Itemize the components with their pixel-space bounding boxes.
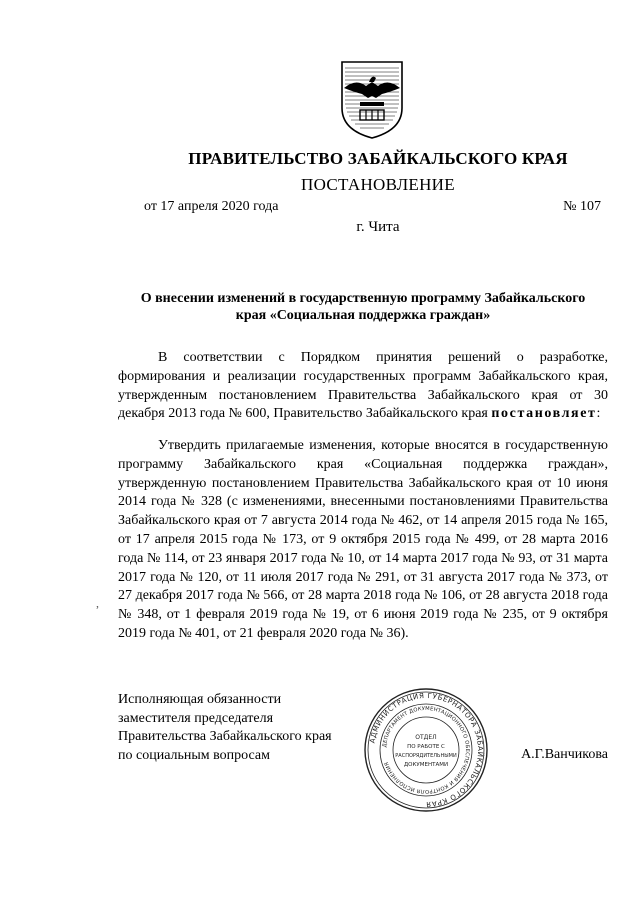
signer-name: А.Г.Ванчикова: [521, 747, 608, 762]
decree-word: постановляет: [491, 406, 597, 422]
signer-line-3: Правительства Забайкальского края: [118, 729, 332, 745]
document-type: ПОСТАНОВЛЕНИЕ: [301, 175, 455, 194]
signer-position: [118, 691, 332, 765]
preamble-paragraph: [118, 349, 608, 424]
preamble-end: :: [596, 406, 601, 422]
stamp-center-line-2: ПО РАБОТЕ С: [407, 744, 445, 750]
margin-mark: ,: [96, 596, 99, 610]
official-stamp: [362, 686, 490, 814]
document-city: г. Чита: [356, 219, 400, 235]
stamp-inner-text: ДЕПАРТАМЕНТ ДОКУМЕНТАЦИОННОГО ОБЕСПЕЧЕНИЯ И КОНТРОЛЯ ИСПОЛНЕНИЯ: [382, 705, 471, 795]
signer-line-4: по социальным вопросам: [118, 747, 270, 763]
preamble-text: В соответствии с Порядком принятия решений о разработке, формирования и реализации государственных программ Забайкальского края, утвержденным постановлением Правительства Забайкальского края от 30 декабря 2013 года № 600, Правительство Забайкальского края: [118, 350, 608, 422]
document-subject: [120, 290, 606, 324]
subject-line-2: края «Социальная поддержка граждан»: [235, 308, 491, 323]
document-number: № 107: [563, 199, 601, 214]
coat-of-arms-emblem: [336, 58, 408, 140]
decision-paragraph: Утвердить прилагаемые изменения, которые вносятся в государственную программу Забайкальского края «Социальная поддержка граждан», утвержденную постановлением Правительства Забайкальского края от 10 июня 2014 года № 328 (с изменениями, внесенными постановлениями Правительства Забайкальского края от 7 августа 2014 года № 462, от 14 апреля 2015 года № 165, от 17 апреля 2015 года № 173, от 9 октября 2015 года № 499, от 28 марта 2016 года № 114, от 23 января 2017 года № 10, от 14 марта 2017 года № 93, от 31 марта 2017 года № 120, от 11 июля 2017 года № 291, от 31 августа 2017 года № 373, от 27 декабря 2017 года № 566, от 28 марта 2018 года № 106, от 28 августа 2018 года № 348, от 1 февраля 2019 года № 19, от 6 июня 2019 года № 235, от 9 октября 2019 года № 401, от 21 февраля 2020 года № 36).: [118, 438, 608, 641]
signer-line-2: заместителя председателя: [118, 710, 274, 726]
signer-line-1: Исполняющая обязанности: [118, 692, 282, 707]
government-title: ПРАВИТЕЛЬСТВО ЗАБАЙКАЛЬСКОГО КРАЯ: [188, 149, 568, 168]
stamp-center-line-3: РАСПОРЯДИТЕЛЬНЫМИ: [395, 753, 457, 759]
document-date: от 17 апреля 2020 года: [144, 199, 279, 214]
subject-line-1: О внесении изменений в государственную программу Забайкальского: [140, 291, 586, 306]
stamp-center-line-4: ДОКУМЕНТАМИ: [403, 762, 449, 768]
stamp-outer-text: АДМИНИСТРАЦИЯ ГУБЕРНАТОРА ЗАБАЙКАЛЬСКОГО КРАЯ: [368, 691, 485, 809]
stamp-center-line-1: ОТДЕЛ: [415, 734, 437, 741]
